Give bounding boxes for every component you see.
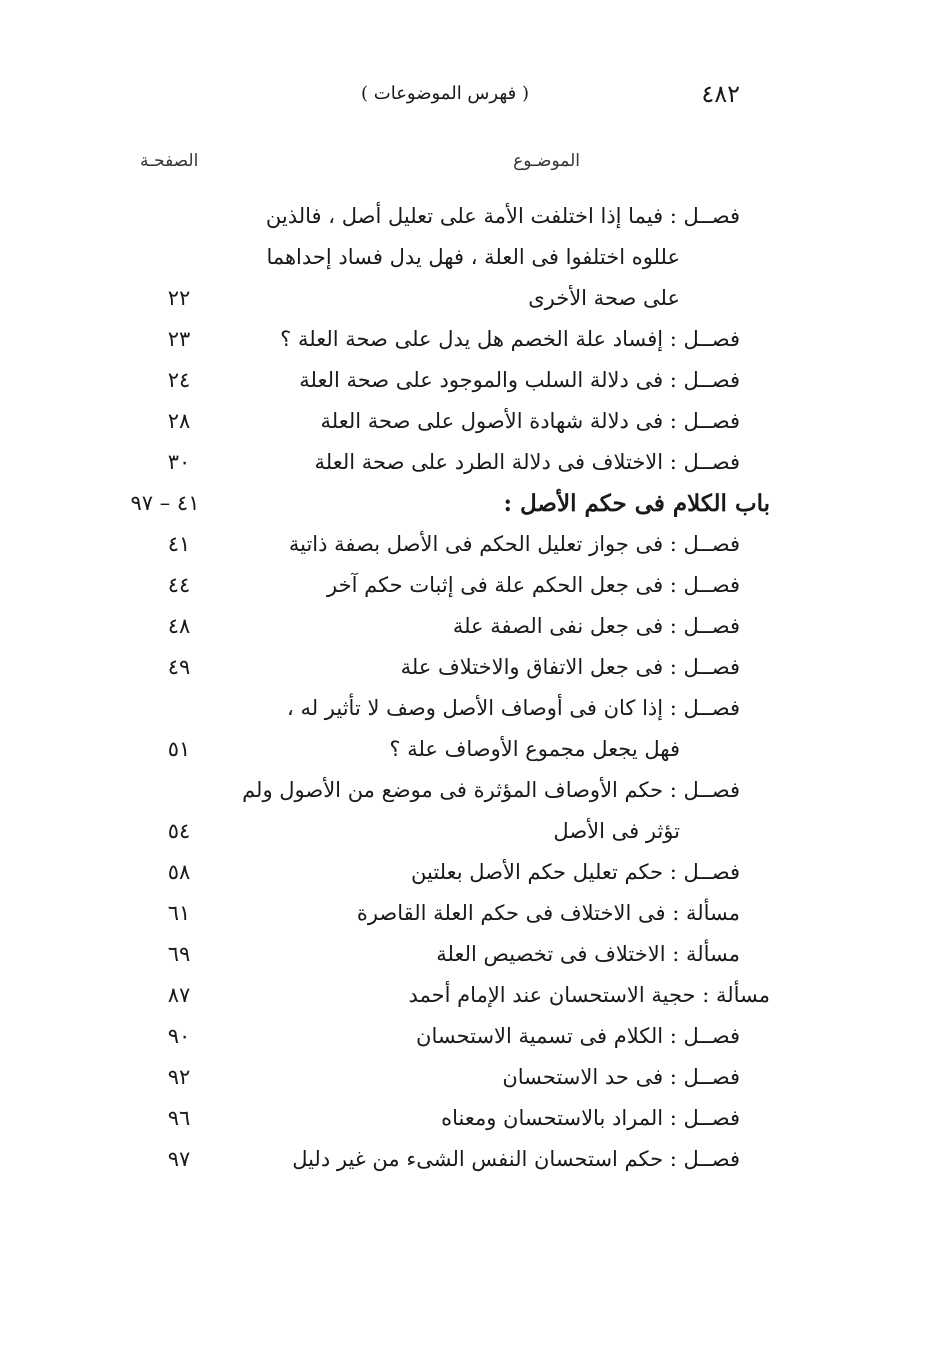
entry-topic-text: مسألة : فى الاختلاف فى حكم العلة القاصرة xyxy=(356,901,740,925)
running-title: ( فهرس الموضوعات ) xyxy=(361,83,529,104)
entry-topic-text: فصــل : فى جعل الاتفاق والاختلاف علة xyxy=(400,655,740,679)
entry-page-number: ٢٢ xyxy=(167,286,191,310)
entry-page-number: ٢٨ xyxy=(167,409,191,433)
entry-page-number: ٩٦ xyxy=(167,1106,191,1130)
entry-topic-text: فصــل : إفساد علة الخصم هل يدل على صحة العلة ؟ xyxy=(280,327,740,351)
index-entry-row xyxy=(110,1139,770,1180)
entry-page-number: ٩٠ xyxy=(167,1024,191,1048)
entry-topic-text: عللوه اختلفوا فى العلة ، فهل يدل فساد إحداهما xyxy=(266,245,680,269)
entry-topic-text: فصــل : فى حد الاستحسان xyxy=(502,1065,740,1089)
entry-topic-text: فصــل : حكم الأوصاف المؤثرة فى موضع من الأصول ولم xyxy=(242,778,740,802)
index-entry-row xyxy=(110,729,770,770)
entry-topic-text: فصــل : فى جعل الحكم علة فى إثبات حكم آخر xyxy=(327,573,740,597)
entry-topic-text: فصــل : فى جواز تعليل الحكم فى الأصل بصفة ذاتية xyxy=(288,532,740,556)
entry-topic-text: فصــل : فى جعل نفى الصفة علة xyxy=(452,614,740,638)
page-number: ٤٨٢ xyxy=(701,80,740,108)
index-entry-row xyxy=(110,811,770,852)
entry-topic-text: مسألة : الاختلاف فى تخصيص العلة xyxy=(436,942,740,966)
index-entry-row xyxy=(110,1057,770,1098)
index-entry-row xyxy=(110,893,770,934)
entry-topic-text: فصــل : حكم تعليل حكم الأصل بعلتين xyxy=(411,860,740,884)
entry-page-number: ٣٠ xyxy=(167,450,191,474)
index-entry-row xyxy=(110,360,770,401)
index-entry-row xyxy=(110,565,770,606)
section-heading-text: باب الكلام فى حكم الأصل : xyxy=(503,490,770,517)
index-entry-row xyxy=(110,524,770,565)
entry-topic-text: فصــل : إذا كان فى أوصاف الأصل وصف لا تأثير له ، xyxy=(287,696,740,720)
column-header-topic: الموضـوع xyxy=(513,151,580,171)
entry-topic-text: مسألة : حجية الاستحسان عند الإمام أحمد xyxy=(408,983,770,1007)
entry-page-number: ٥١ xyxy=(167,737,191,761)
entry-page-number: ٢٣ xyxy=(167,327,191,351)
entry-page-number: ٤٩ xyxy=(167,655,191,679)
index-entry-row xyxy=(110,852,770,893)
entry-topic-text: فصــل : فى دلالة شهادة الأصول على صحة العلة xyxy=(320,409,740,433)
entry-page-number: ٥٨ xyxy=(167,860,191,884)
entry-page-number: ٨٧ xyxy=(167,983,191,1007)
index-entry-row xyxy=(110,442,770,483)
index-entry-row xyxy=(110,237,770,278)
entry-topic-text: فهل يجعل مجموع الأوصاف علة ؟ xyxy=(389,737,680,761)
section-page-range: ٤١ – ٩٧ xyxy=(130,491,200,515)
entry-page-number: ٤٨ xyxy=(167,614,191,638)
entry-page-number: ٥٤ xyxy=(167,819,191,843)
index-entry-row xyxy=(110,934,770,975)
entry-topic-text: فصــل : المراد بالاستحسان ومعناه xyxy=(441,1106,740,1130)
entry-page-number: ٩٢ xyxy=(167,1065,191,1089)
index-entry-row xyxy=(110,1098,770,1139)
index-entry-row xyxy=(110,1016,770,1057)
index-entry-row xyxy=(110,319,770,360)
section-heading-row xyxy=(110,483,770,524)
index-entry-row xyxy=(110,770,770,811)
index-entry-row xyxy=(110,606,770,647)
entry-topic-text: فصــل : فى دلالة السلب والموجود على صحة العلة xyxy=(299,368,740,392)
entry-page-number: ٤٤ xyxy=(167,573,191,597)
index-entry-row xyxy=(110,647,770,688)
entry-topic-text: فصــل : حكم استحسان النفس الشىء من غير دليل xyxy=(292,1147,740,1171)
entry-topic-text: فصــل : فيما إذا اختلفت الأمة على تعليل أصل ، فالذين xyxy=(265,204,740,228)
entry-page-number: ٦١ xyxy=(167,901,191,925)
entry-topic-text: على صحة الأخرى xyxy=(528,286,680,310)
index-entry-row xyxy=(110,975,770,1016)
entry-topic-text: فصــل : الكلام فى تسمية الاستحسان xyxy=(416,1024,740,1048)
entry-page-number: ٢٤ xyxy=(167,368,191,392)
index-entry-row xyxy=(110,688,770,729)
index-entry-row xyxy=(110,196,770,237)
entry-page-number: ٦٩ xyxy=(167,942,191,966)
column-headers xyxy=(120,146,760,176)
entry-page-number: ٤١ xyxy=(167,532,191,556)
entry-page-number: ٩٧ xyxy=(167,1147,191,1171)
running-header xyxy=(100,76,740,112)
index-entry-row xyxy=(110,401,770,442)
index-entries xyxy=(110,196,770,1180)
entry-topic-text: تؤثر فى الأصل xyxy=(553,819,680,843)
entry-topic-text: فصــل : الاختلاف فى دلالة الطرد على صحة العلة xyxy=(314,450,740,474)
column-header-page: الصفحـة xyxy=(140,151,199,171)
index-entry-row xyxy=(110,278,770,319)
